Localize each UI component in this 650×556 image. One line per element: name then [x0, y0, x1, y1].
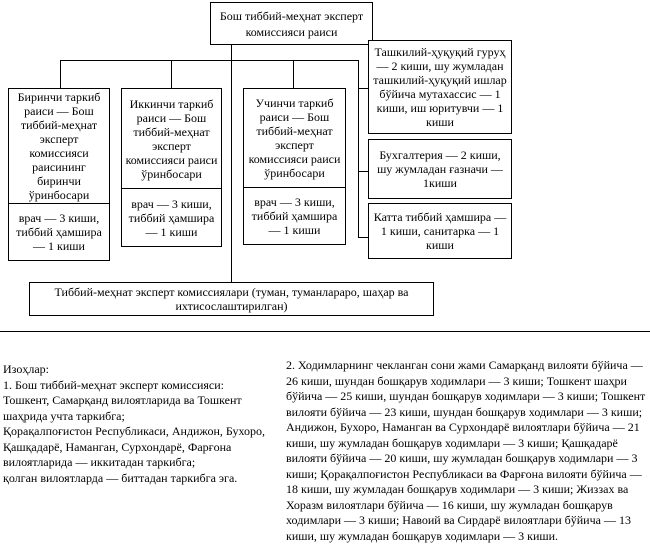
- side-unit-accounting: [368, 139, 512, 199]
- side-unit-legal-text: Ташкилий-ҳуқуқий гуруҳ — 2 киши, шу жумладан ташкилий-ҳуқуқий ишлар бўйича мутахассис — 1 киши, иш юритувчи — 1 киши: [373, 45, 507, 129]
- note-line: 18 киши, шу жумладан бошқарув ходимлари — 3 киши; Жиззах ва: [286, 482, 629, 496]
- note-line: 1. Бош тиббий-меҳнат эксперт комиссияси:: [3, 377, 224, 392]
- deputy-title-3: Учинчи таркиб раиси — Бош тиббий-меҳнат эксперт комиссияси раиси ўринбосари: [244, 89, 345, 188]
- connector-side-2: [358, 171, 368, 172]
- note-line: бўйича — 25 киши, шундан бошқарув ходимлари — 3 киши; Тошкент: [286, 389, 646, 403]
- connector-drop-2: [171, 60, 172, 88]
- note-line: қолган вилоятларда — биттадан таркибга эга.: [3, 470, 238, 485]
- deputy-box-3: [243, 88, 346, 245]
- note-line: вилояти бўйича — 23 киши, шундан бошқарув ходимлари — 3 киши;: [286, 404, 643, 419]
- connector-top-bar: [60, 60, 359, 61]
- bottom-box: [29, 282, 434, 316]
- note-line: ходимлари — 3 киши; Навоий ва Сирдарё вилоятлари бўйича — 13: [286, 513, 631, 527]
- connector-drop-3: [293, 60, 294, 88]
- side-unit-accounting-text: Бухгалтерия — 2 киши, шу жумладан ғазначи — 1киши: [377, 148, 503, 190]
- connector-side-bracket: [358, 60, 359, 238]
- note-line: киши, шу жумладан бошқарув ходимлари — 3 киши.: [286, 528, 559, 543]
- deputy-title-2: Иккинчи таркиб раиси — Бош тиббий-меҳнат эксперт комиссияси раиси ўринбосари: [122, 89, 221, 189]
- deputy-box-2: [121, 88, 222, 247]
- bottom-text: Тиббий-меҳнат эксперт комиссиялари (туман, туманлараро, шаҳар ва ихтисослаштирилган): [54, 285, 409, 313]
- connector-main: [231, 44, 232, 283]
- note-line: Андижон, Бухоро, Наманган ва Сурхондарё вилоятлари бўйича — 21: [286, 420, 640, 434]
- note-line: вилояти бўйича — 20 киши, шу жумладан бошқарув ходимлари — 3: [286, 451, 638, 465]
- head-title: Бош тиббий-меҳнат эксперт комиссияси раиси: [219, 8, 364, 39]
- deputy-staff-2: врач — 3 киши, тиббий ҳамшира — 1 киши: [128, 196, 215, 239]
- note-line: Қорақалпоғистон Республикаси, Андижон, Бухоро,: [3, 424, 266, 438]
- deputy-staff-1: врач — 3 киши, тиббий ҳамшира — 1 киши: [16, 211, 102, 253]
- note-line: Қашқадарё, Наманган, Сурхондарё, Фарғона: [3, 439, 232, 454]
- note-line: киши, шу жумладан бошқарув ходимлари — 3 киши; Қашқадарё: [286, 435, 618, 450]
- side-unit-legal: [368, 40, 512, 134]
- head-box: [210, 2, 373, 45]
- note-line: Тошкент, Самарқанд вилоятларида ва Тошкент: [3, 393, 242, 407]
- note-line: 26 киши, шундан бошқарув ходимлари — 3 киши; Тошкент шаҳри: [286, 373, 627, 388]
- deputy-title-1: Биринчи таркиб раиси — Бош тиббий-меҳнат эксперт комиссияси раисининг биринчи ўринбосари: [9, 89, 109, 204]
- connector-side-1: [358, 88, 368, 89]
- note-line: вилоятларида — иккитадан таркибга;: [3, 455, 196, 469]
- connector-side-3: [358, 237, 368, 238]
- notes-right: [286, 358, 650, 544]
- note-line: киши; Қорақалпоғистон Республикаси ва Фарғона вилояти бўйича —: [286, 466, 642, 481]
- connector-drop-1: [60, 60, 61, 88]
- note-line: Хоразм вилоятлари бўйича — 16 киши, шу жумладан бошқарув: [286, 497, 613, 512]
- side-unit-nursing-text: Катта тиббий ҳамшира — 1 киши, санитарка — 1 киши: [373, 210, 507, 252]
- deputy-box-1: [8, 88, 110, 261]
- deputy-staff-3: врач — 3 киши, тиббий ҳамшира — 1 киши: [251, 195, 338, 237]
- side-unit-nursing: [368, 203, 512, 259]
- note-line: 2. Ходимларнинг чекланган сони жами Самарқанд вилояти бўйича —: [286, 358, 643, 372]
- notes-left: [3, 362, 283, 486]
- divider-rule: [0, 331, 650, 332]
- notes-heading: Изоҳлар:: [3, 362, 49, 376]
- note-line: шаҳрида учта таркибга;: [3, 408, 125, 423]
